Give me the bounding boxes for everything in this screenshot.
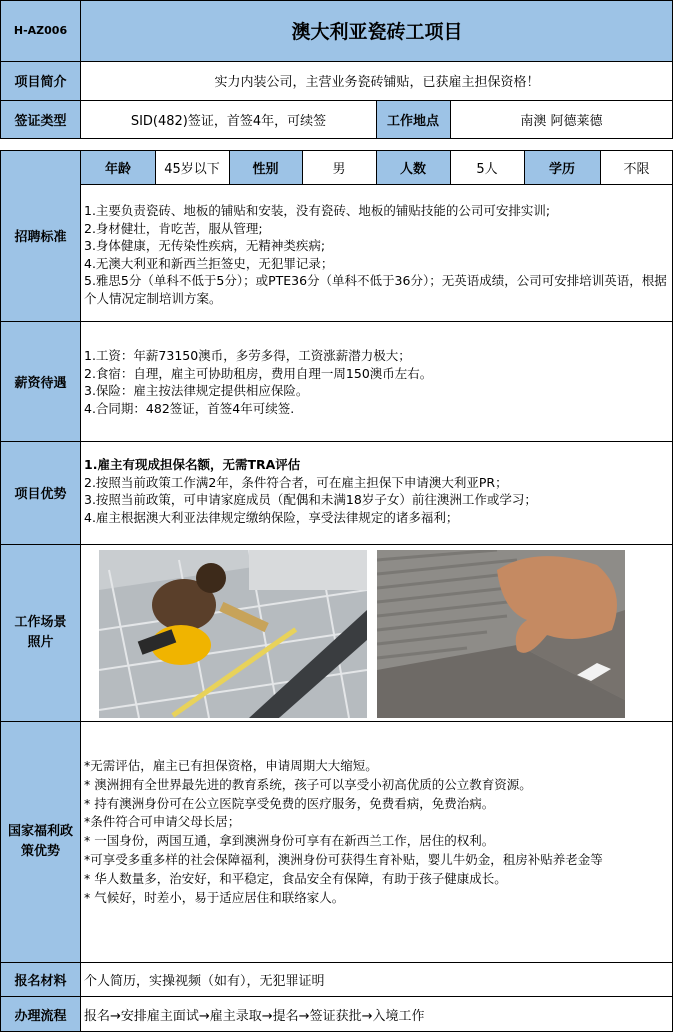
list-item: 1.主要负责瓷砖、地板的铺贴和安装，没有瓷砖、地板的铺贴技能的公司可安排实训;: [84, 203, 551, 218]
intro-value: 实力内装公司，主营业务瓷砖铺贴，已获雇主担保资格！: [214, 75, 540, 90]
table-border: [80, 150, 81, 1032]
policy-list: [84, 757, 670, 937]
list-item: 2.食宿：自理，雇主可协助租房，费用自理一周150澳币左右。: [84, 365, 433, 381]
table-border: [0, 721, 673, 722]
table-border: [229, 150, 230, 184]
list-item: * 气候好，时差小，易于适应居住和联络家人。: [84, 889, 345, 905]
table-border: [0, 441, 673, 442]
education-value: 不限: [623, 161, 650, 177]
list-item: 4.合同期：482签证，首签4年可续签.: [84, 400, 295, 416]
count-label: 人数: [376, 150, 450, 184]
salary-label: 薪资待遇: [0, 321, 81, 441]
page-title: 澳大利亚瓷砖工项目: [81, 0, 673, 61]
table-border: [376, 150, 377, 184]
project-code: H-AZ006: [0, 0, 81, 61]
table-border: [155, 150, 156, 184]
requirements-list: [84, 202, 670, 318]
list-item: *条件符合可申请父母长居；: [84, 814, 241, 830]
list-item: * 一国身份，两国互通，拿到澳洲身份可享有在新西兰工作，居住的权利。: [84, 833, 495, 849]
requirements-label: 招聘标准: [0, 150, 81, 321]
table-border: [0, 962, 673, 963]
list-item: *无需评估，雇主已有担保资格，申请周期大大缩短。: [84, 758, 378, 773]
list-item: 2.按照当前政策工作满2年，条件符合者，可在雇主担保下申请澳大利亚PR；: [84, 474, 508, 490]
photos-label: 工作场景照片: [0, 544, 81, 721]
table-border: [0, 150, 1, 1032]
table-border: [302, 150, 303, 184]
list-item: * 华人数量多，治安好，和平稳定，食品安全有保障，有助于孩子健康成长。: [84, 870, 507, 886]
list-item: 5.雅思5分（单科不低于5分）；或PTE36分（单科不低于36分）；无英语成绩，公司可安排培训英语，根据个人情况定制培训方案。: [84, 273, 667, 306]
list-item: 3.身体健康，无传染性疾病，无精神类疾病;: [84, 238, 326, 253]
list-item: * 持有澳洲身份可在公立医院享受免费的医疗服务，免费看病，免费治病。: [84, 795, 495, 811]
location-value: 南澳 阿德莱德: [520, 113, 603, 129]
list-item: 3.保险：雇主按法律规定提供相应保险。: [84, 383, 309, 398]
intro-label: 项目简介: [0, 61, 81, 100]
table-border: [0, 100, 673, 101]
table-border: [0, 150, 673, 151]
list-item: 2.身材健壮，肯吃苦，服从管理;: [84, 220, 263, 236]
education-label: 学历: [524, 150, 600, 184]
table-border: [450, 100, 451, 138]
table-border: [600, 150, 601, 184]
list-item: * 澳洲拥有全世界最先进的教育系统，孩子可以享受小初高优质的公立教育资源。: [84, 776, 532, 792]
list-item: 1.雇主有现成担保名额，无需TRA评估: [84, 457, 301, 472]
table-border: [0, 138, 673, 139]
table-border: [0, 996, 673, 997]
table-border: [376, 100, 377, 138]
table-border: [80, 0, 81, 138]
tiler-photo: [99, 550, 367, 718]
table-border: [0, 0, 1, 138]
age-value: 45岁以下: [164, 161, 220, 177]
table-border: [81, 184, 673, 185]
salary-list: [84, 347, 670, 437]
tile-hand-photo: [377, 550, 625, 718]
list-item: *可享受多重多样的社会保障福利，澳洲身份可获得生育补贴，婴儿牛奶金，租房补贴养老金等: [84, 851, 603, 867]
location-label: 工作地点: [376, 100, 450, 138]
list-item: 4.无澳大利亚和新西兰拒签史，无犯罪记录；: [84, 255, 334, 271]
list-item: 4.雇主根据澳大利亚法律规定缴纳保险，享受法律规定的诸多福利；: [84, 509, 459, 525]
advantages-list: [84, 456, 670, 542]
table-border: [0, 321, 673, 322]
gender-label: 性别: [229, 150, 302, 184]
materials-label: 报名材料: [0, 962, 81, 996]
table-border: [0, 0, 673, 1]
policy-label: 国家福利政策优势: [0, 721, 81, 962]
count-value: 5人: [476, 161, 498, 177]
process-value: 报名→安排雇主面试→雇主录取→提名→签证获批→入境工作: [84, 1008, 425, 1024]
list-item: 3.按照当前政策，可申请家庭成员（配偶和未满18岁子女）前往澳洲工作或学习；: [84, 492, 537, 507]
process-label: 办理流程: [0, 996, 81, 1032]
age-label: 年龄: [81, 150, 155, 184]
table-border: [0, 61, 673, 62]
list-item: 1.工资：年薪73150澳币，多劳多得，工资涨薪潜力极大；: [84, 348, 411, 363]
table-border: [524, 150, 525, 184]
visa-value: SID(482)签证，首签4年，可续签: [130, 113, 327, 129]
materials-value: 个人简历，实操视频（如有），无犯罪证明: [84, 973, 325, 989]
visa-label: 签证类型: [0, 100, 81, 138]
advantages-label: 项目优势: [0, 441, 81, 544]
table-border: [450, 150, 451, 184]
gender-value: 男: [332, 161, 346, 177]
table-border: [0, 544, 673, 545]
